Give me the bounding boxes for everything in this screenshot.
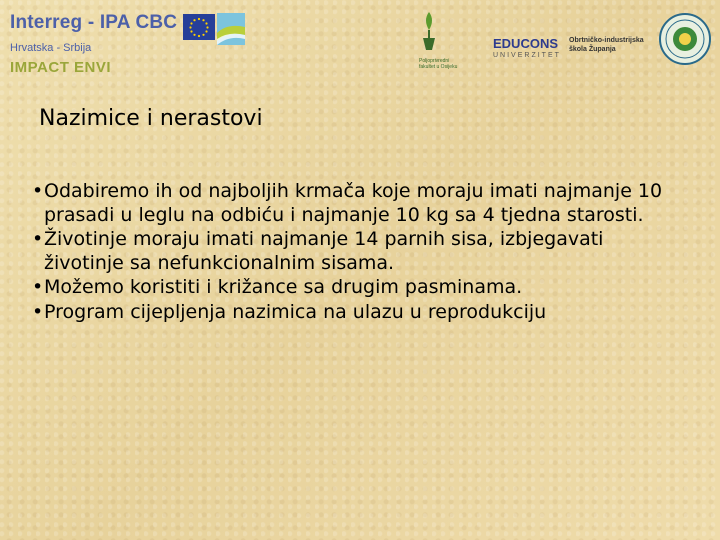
faculty-logo-text: Poljoprivredni fakultet u Osijeku bbox=[419, 58, 458, 70]
faculty-emblem-icon bbox=[413, 8, 463, 56]
bullet-text: Možemo koristiti i križance sa drugim pasminama. bbox=[44, 276, 523, 299]
interreg-logo bbox=[10, 12, 245, 82]
bullet-item bbox=[32, 228, 687, 275]
eu-flag-icon bbox=[183, 14, 215, 40]
bullet-item bbox=[32, 301, 687, 325]
bullet-marker: • bbox=[32, 276, 44, 299]
bullet-list bbox=[32, 180, 687, 326]
interreg-logo-name: Interreg - IPA CBC bbox=[10, 12, 178, 33]
educons-logo-name: EDUCONS bbox=[493, 36, 559, 51]
bullet-text: Životinje moraju imati najmanje 14 parnih sisa, izbjegavati životinje sa nefunkcionalnim sisama. bbox=[44, 228, 604, 274]
bullet-marker: • bbox=[32, 228, 44, 251]
educons-logo-subtitle: UNIVERZITET bbox=[493, 52, 561, 59]
interreg-logo-subtitle: Hrvatska - Srbija bbox=[10, 42, 92, 54]
bullet-text: Odabiremo ih od najboljih krmača koje moraju imati najmanje 10 prasadi u leglu na odbiću i najmanje 10 kg sa 4 tjedna starosti. bbox=[44, 180, 663, 226]
faculty-logo bbox=[413, 8, 463, 88]
slide-title: Nazimice i nerastovi bbox=[39, 106, 263, 131]
school-logo-text: Obrtničko-industrijska škola Županja bbox=[569, 37, 644, 53]
logo-bar bbox=[0, 0, 720, 92]
bullet-item bbox=[32, 180, 687, 227]
bullet-text: Program cijepljenja nazimica na ulazu u reprodukciju bbox=[44, 300, 547, 323]
impact-envi-logo: IMPACT ENVI bbox=[10, 59, 112, 76]
bullet-marker: • bbox=[32, 300, 44, 323]
interreg-wave-icon bbox=[217, 13, 245, 45]
bullet-marker: • bbox=[32, 180, 44, 202]
bullet-item bbox=[32, 276, 687, 300]
seal-logo-icon bbox=[658, 12, 712, 66]
